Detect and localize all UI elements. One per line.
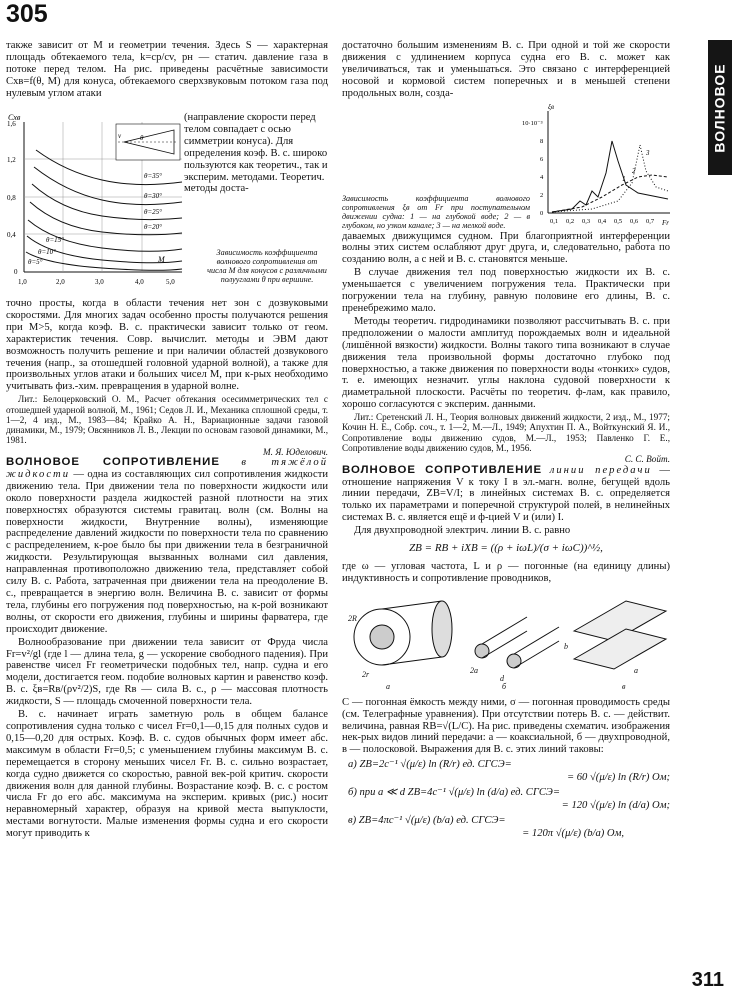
paragraph: В. с. начинает играть заметную роль в общем балансе сопротивления судна только с чисел Fr=0,1—0,15 для полных судов и 0,15—0,20 для острых. Коэф. В. с. судов обычных форм имеет абс. максимум в области Fr=0,5; с уменьшением глубины максимум В. с. перемещается в сторону меньших чисел Fr. В. с. сильно возрастает, когда судно движется со скоростью, равной век-рой критич. скорости движения волн для данной глубины. Возрастание коэф. В. с. с ростом числа Fr до его абс. максимума на эксперим. кривых (рис.) носит неравномерный характер, образуя на кривой места выпуклости, местами вогнутости. Малые изменения формы судна и его скорости могут приводить к bbox=[6, 709, 328, 840]
paragraph: Методы теоретич. гидродинамики позволяют рассчитывать В. с. при предположении о малости амплитуд порождаемых волн и идеальной (лишённой вязкости) жидкости. Волны такого типа возникают в случае движения тела произвольной формы достаточно глубоко под поверхностью, а также движения по поверхности воды «тонких» судов, т. е. имеющих незначит. углы наклона судовой поверхности к диаметральной плоскости. Расчёты по теоретич. ф-лам, как правило, хорошо согласуются с эксперим. данными. bbox=[342, 315, 670, 411]
entry-body: — отношение напряжения V к току I в эл.-магн. волне, бегущей вдоль линии передачи, ZВ=V/I; в линейных системах В. с. определяется только их параметрами и поперечной структурой полей, в нелинейных системах В. с. является ещё и ф-цией V и (или) I. bbox=[342, 464, 670, 524]
curve-label: θ=10° bbox=[38, 248, 56, 256]
figure-caption: Зависимость коэффициента волнового сопротивления ξв от Fr при поступательном движении судна: 1 — на глубокой воде; 2 — в глубоком, но узком канале; 3 — на мелкой воде. bbox=[342, 193, 530, 231]
coaxial-line-icon bbox=[348, 601, 452, 691]
cone-drag-chart bbox=[6, 112, 186, 292]
figure-lines bbox=[342, 589, 670, 693]
figure-cone-drag bbox=[6, 40, 328, 298]
column-left bbox=[6, 40, 328, 992]
x-axis-label: Fr bbox=[662, 218, 669, 227]
paragraph: Для двухпроводной электрич. линии В. с. равно bbox=[354, 525, 571, 537]
sub-label: в bbox=[622, 681, 626, 691]
formula-c1: в) ZВ=4πc⁻¹ √(μ/ε) (b/a) ед. СГСЭ= bbox=[348, 814, 506, 826]
y-tick: 0,4 bbox=[7, 231, 16, 239]
formula-b2: = 120 √(μ/ε) ln (d/a) Ом; bbox=[561, 800, 670, 812]
entry-volnovoe-linii bbox=[342, 465, 670, 525]
sub-label: б bbox=[502, 681, 507, 691]
column-right bbox=[342, 40, 670, 992]
transmission-lines-diagram bbox=[342, 589, 670, 693]
figure-caption: Зависимость коэффициента волнового сопротивления от числа M для конусов с различными полууглами θ при вершине. bbox=[207, 248, 327, 284]
cone-inset-icon bbox=[116, 124, 180, 160]
y-tick: 6 bbox=[540, 155, 544, 163]
y-tick: 0,8 bbox=[7, 194, 16, 202]
formula-a2: = 60 √(μ/ε) ln (R/r) Ом; bbox=[566, 772, 670, 784]
impedance-formula: ZВ = RВ + iXВ = ((ρ + iωL)/(σ + iωC))^½, bbox=[409, 542, 603, 555]
curve-2 bbox=[552, 175, 668, 212]
entry-subhead: в тяжёлой жидкости bbox=[6, 457, 328, 480]
x-axis-label: M bbox=[158, 255, 165, 264]
curve-3 bbox=[552, 145, 668, 212]
x-tick: 2,0 bbox=[56, 278, 65, 286]
formula-b1: б) при a ≪ d ZВ=4c⁻¹ √(μ/ε) ln (d/a) ед. СГСЭ= bbox=[348, 787, 561, 799]
y-tick: 8 bbox=[540, 137, 544, 145]
paragraph: даваемых движущимся судном. При благоприятной интерференции волны этих систем ослабляют друг друга, и, следовательно, работа по созданию волн, а с ней и В. с. становятся меньше. bbox=[342, 230, 670, 266]
y-tick: 0 bbox=[540, 209, 544, 217]
literature: Лит.: Сретенский Л. Н., Теория волновых движений жидкости, 2 изд., М., 1977; Кочин Н. Е., Собр. соч., т. 1—2, М.—Л., 1949; Апухтин П. А., Войткунский Я. И., Сопротивление воды движению судов, М.—Л., 1953; Павленко Г. Е., Сопротивление воды движению судов, М., 1956. bbox=[342, 412, 670, 454]
author: С. С. Войт. bbox=[624, 454, 670, 465]
x-tick: 1,0 bbox=[18, 278, 27, 286]
inset-theta-label: θ bbox=[140, 134, 144, 142]
strip-line-icon bbox=[564, 601, 666, 691]
y-tick: 1,2 bbox=[7, 156, 16, 164]
curve-label: θ=15° bbox=[46, 236, 64, 244]
entry-volnovoe-tyazh bbox=[6, 457, 328, 636]
entry-subhead: линии передачи bbox=[549, 464, 652, 476]
paragraph: точно просты, когда в области течения нет зон с дозвуковыми скоростями. Для многих задач особенно просты получаются решения при M>5, когда коэф. В. с. практически зависит только от геом. характеристик течения. Совр. вычислит. методы и ЭВМ дают возможность получить решение и при наличии областей дозвукового течения (напр., за отошедшей головной ударной волной), а также для произвольных углов атаки и больших чисел M, при к-рых необходимо учитывать физ.-хим. превращения в ударной волне. bbox=[6, 298, 328, 393]
intro-paragraph: также зависит от M и геометрии течения. Здесь S — характерная площадь обтекаемого тела, k=cp/cv, pн — статич. давление газа в потоке перед телом. На рис. приведены расчётные зависимости Cxв=f(θ, M) для конуса, обтекаемого сверхзвуковым потоком газа под нулевым углом атаки bbox=[6, 40, 328, 99]
curve-label: θ=5° bbox=[28, 258, 43, 266]
curve-label: θ=35° bbox=[144, 172, 162, 180]
curve-label: 1 bbox=[622, 174, 626, 183]
section-tab bbox=[708, 40, 732, 175]
wrap-text: (направление скорости перед телом совпадает с осью симметрии конуса). Для определения коэф. В. с. широко пользуются как теоретич., так и эксперим. методами. Теоретич. методы доста- bbox=[184, 112, 328, 195]
paragraph: Волнообразование при движении тела зависит от Фруда числа Fr=v²/gl (где l — длина тела, g — ускорение свободного падения). При равенстве чисел Fr геометрически подобных тел, напр. судна и его модели, достигается геом. подобие волновых картин и равенство коэф. В. с. ξв=Rв/(ρv²/2)S, где Rв — сила В. с., ρ — массовая плотность жидкости, S — площадь смоченной поверхности тела. bbox=[6, 636, 328, 708]
formula-a1: а) ZВ=2c⁻¹ √(μ/ε) ln (R/r) ед. СГСЭ= bbox=[348, 759, 512, 771]
paragraph: C — погонная ёмкость между ними, σ — погонная проводимость среды (см. Телеграфные уравнения). При отсутствии потерь В. с. — действит. величина, равная RВ=√(L/C). На рис. приведены схематич. изображения нек-рых видов линий передачи: а — коаксиальной, б — двухпроводной, в — полосковой. Выражения для В. с. этих линий таковы: bbox=[342, 696, 670, 756]
x-tick: 0,4 bbox=[598, 217, 607, 225]
y-tick: 2 bbox=[540, 191, 544, 199]
dim-label: d bbox=[500, 673, 504, 683]
y-axis-label: ξв bbox=[548, 102, 555, 111]
curve-label: θ=20° bbox=[144, 223, 162, 231]
curve-label: θ=30° bbox=[144, 192, 162, 200]
paragraph: достаточно большим изменениям В. с. При одной и той же скорости движения с удлинением корпуса судна его В. с. может как увеличиваться, так и уменьшаться. Это связано с интерференцией носовой и кормовой систем поперечных и в меньшей степени продольных волн, созда- bbox=[342, 40, 670, 99]
paragraph: В случае движения тел под поверхностью жидкости их В. с. уменьшается с увеличением погружения тела. Практически при погружении тела на глубину, равную половине его длины, В. с. пренебрежимо мало. bbox=[342, 267, 670, 314]
x-tick: 0,7 bbox=[646, 217, 655, 225]
sub-label: а bbox=[386, 681, 390, 691]
x-tick: 0,2 bbox=[566, 217, 575, 225]
dim-label: 2R bbox=[348, 613, 357, 623]
x-tick: 3,0 bbox=[95, 278, 104, 286]
entry-body: — одна из составляющих сил сопротивления жидкости движению тела. При движении тела по поверхности жидкости или около поверхности раздела жидкостей разной плотности на этих поверхностях образуются системы гравитац. волн (см. Волны на поверхности жидкости, Внутренние волны), изменяющие распределение давлений жидкости по поверхности тела по сравнению с распределением, к-рое было бы при движении тела в безграничной жидкости. Результирующая вызванных волнами сил давления, направленная противоположно движению тела, представляет собой силу В. с. Работа, затраченная при движении тела на преодоление В. с., превращается в энергию волн. Величина В. с. зависит от формы тела, глубины его погружения под поверхностью, на к-рой возникают волны, от скорости его движения, глубины и ширины фарватера, где происходит движение. bbox=[6, 468, 328, 635]
y-axis-label: Cxв bbox=[8, 113, 21, 122]
literature: Лит.: Белоцерковский О. М., Расчет обтекания осесимметрических тел с отошедшей ударной волной, М., 1961; Седов Л. И., Механика сплошной среды, т. 1—2, 4 изд., М., 1983—84; Крайко А. Н., Вариационные задачи газовой динамики, М., 1979; Овсянников Л. В., Лекции по основам газовой динамики, М., 1981. bbox=[6, 394, 328, 446]
formula-c2: = 120π √(μ/ε) (b/a) Ом, bbox=[522, 827, 624, 839]
author: М. Я. Юделович. bbox=[262, 446, 328, 457]
x-tick: 0,3 bbox=[582, 217, 591, 225]
figure-ship-drag bbox=[342, 101, 670, 231]
curve-1 bbox=[552, 141, 668, 212]
curve-label: 3 bbox=[646, 148, 650, 157]
x-tick: 0,5 bbox=[614, 217, 623, 225]
dim-label: 2a bbox=[470, 665, 478, 675]
y-tick: 1,6 bbox=[7, 120, 16, 128]
x-tick: 4,0 bbox=[135, 278, 144, 286]
y-tick: 0 bbox=[14, 268, 18, 276]
curve-label: 2 bbox=[632, 166, 636, 175]
ship-drag-chart bbox=[522, 101, 670, 231]
paragraph: где ω — угловая частота, L и ρ — погонные (на единицу длины) индуктивность и сопротивление проводников, bbox=[342, 560, 670, 584]
inset-v-label: v bbox=[118, 132, 122, 140]
dim-label: b bbox=[564, 641, 568, 651]
entry-headword: ВОЛНОВОЕ СОПРОТИВЛЕНИЕ bbox=[6, 456, 220, 469]
curve-label: θ=25° bbox=[144, 208, 162, 216]
page-number-bottom: 311 bbox=[691, 969, 724, 991]
y-tick: 4 bbox=[540, 173, 544, 181]
entry-headword: ВОЛНОВОЕ СОПРОТИВЛЕНИЕ bbox=[342, 463, 543, 476]
x-tick: 0,6 bbox=[630, 217, 639, 225]
x-tick: 0,1 bbox=[550, 217, 559, 225]
page-number-top: 305 bbox=[6, 0, 48, 28]
dim-label: 2r bbox=[362, 669, 370, 679]
dim-label: a bbox=[634, 665, 638, 675]
y-tick: 10·10⁻³ bbox=[522, 119, 543, 127]
two-wire-line-icon bbox=[470, 617, 559, 691]
section-tab-label: ВОЛНОВОЕ bbox=[712, 62, 728, 153]
x-tick: 5,0 bbox=[166, 278, 175, 286]
